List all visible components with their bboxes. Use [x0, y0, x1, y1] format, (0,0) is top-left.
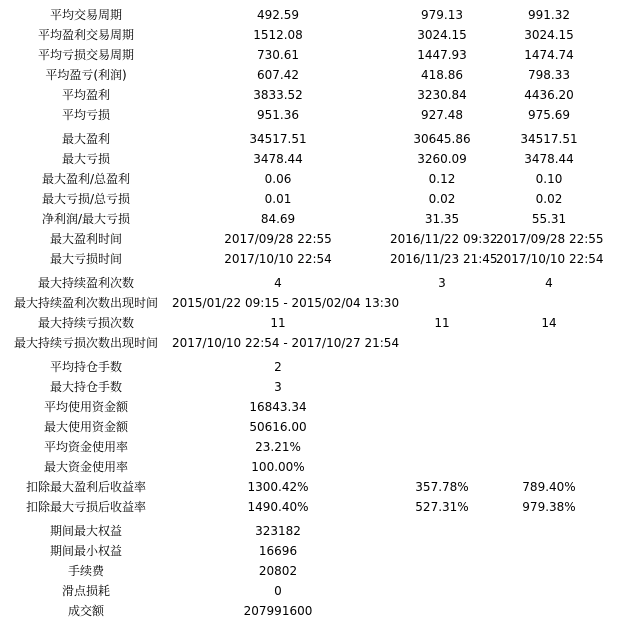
row-label: 平均亏损 — [61, 108, 110, 122]
value-col-1: 11 — [270, 316, 286, 330]
value-col-3: 3024.15 — [524, 28, 574, 42]
row-label: 平均持仓手数 — [49, 360, 122, 374]
value-col-3 — [496, 521, 602, 541]
value-col-3: 979.38% — [522, 500, 576, 514]
table-row — [0, 561, 624, 581]
value-col-3 — [496, 581, 602, 601]
value-col-3: 0.10 — [535, 172, 563, 186]
table-row — [0, 189, 624, 209]
value-col-3: 55.31 — [531, 212, 567, 226]
value-col-1: 3478.44 — [253, 152, 303, 166]
value-col-3 — [496, 417, 602, 437]
table-row — [0, 45, 624, 65]
value-col-2 — [390, 377, 494, 397]
value-col-2: 0.12 — [428, 172, 456, 186]
value-col-3: 3478.44 — [524, 152, 574, 166]
value-col-1: 207991600 — [243, 604, 313, 618]
value-col-2: 3 — [438, 276, 446, 290]
value-col-3 — [496, 457, 602, 477]
value-col-1: 2017/09/28 22:55 — [224, 232, 332, 246]
table-row — [0, 149, 624, 169]
row-label: 最大持续盈利次数出现时间 — [13, 296, 158, 310]
table-row — [0, 581, 624, 601]
value-col-2: 357.78% — [415, 480, 469, 494]
value-col-3: 2017/09/28 22:55 — [496, 232, 604, 246]
row-label: 平均亏损交易周期 — [37, 48, 134, 62]
value-col-1: 323182 — [255, 524, 301, 538]
value-col-1: 1512.08 — [253, 28, 303, 42]
row-label: 平均交易周期 — [49, 8, 122, 22]
value-col-1: 100.00% — [251, 460, 305, 474]
value-col-2: 979.13 — [421, 8, 463, 22]
value-col-2: 11 — [434, 316, 450, 330]
value-col-2: 2016/11/22 09:32 — [390, 232, 498, 246]
value-col-3 — [496, 437, 602, 457]
value-col-1: 0.06 — [264, 172, 292, 186]
value-col-3 — [496, 293, 602, 313]
value-col-3: 798.33 — [528, 68, 570, 82]
table-row — [0, 357, 624, 377]
value-col-2: 927.48 — [421, 108, 463, 122]
value-col-1: 3 — [274, 380, 282, 394]
row-label: 最大亏损/总亏损 — [41, 192, 131, 206]
value-col-1: 0 — [274, 584, 282, 598]
value-col-2 — [390, 333, 494, 353]
value-col-2: 3230.84 — [417, 88, 467, 102]
row-label: 平均盈利 — [61, 88, 110, 102]
row-label: 成交额 — [67, 604, 104, 618]
table-row — [0, 229, 624, 249]
row-label: 最大持续盈利次数 — [37, 276, 134, 290]
value-col-2: 1447.93 — [417, 48, 467, 62]
table-row — [0, 85, 624, 105]
table-row — [0, 497, 624, 517]
row-label: 扣除最大亏损后收益率 — [25, 500, 146, 514]
value-col-3 — [496, 601, 602, 621]
table-row — [0, 457, 624, 477]
table-row — [0, 521, 624, 541]
value-col-2 — [390, 437, 494, 457]
value-col-1: 730.61 — [257, 48, 299, 62]
value-col-3: 4 — [545, 276, 553, 290]
value-col-2: 31.35 — [424, 212, 460, 226]
row-label: 净利润/最大亏损 — [41, 212, 131, 226]
value-col-2 — [390, 581, 494, 601]
table-row — [0, 169, 624, 189]
table-row — [0, 437, 624, 457]
value-col-3: 2017/10/10 22:54 — [496, 252, 604, 266]
value-col-1: 1300.42% — [247, 480, 309, 494]
row-label: 最大持续亏损次数 — [37, 316, 134, 330]
value-col-2: 527.31% — [415, 500, 469, 514]
value-col-1: 34517.51 — [249, 132, 307, 146]
value-col-2: 0.02 — [428, 192, 456, 206]
table-row — [0, 293, 624, 313]
value-col-2 — [390, 397, 494, 417]
row-label: 滑点损耗 — [61, 584, 110, 598]
value-col-3: 0.02 — [535, 192, 563, 206]
value-col-3 — [496, 377, 602, 397]
value-col-1: 0.01 — [264, 192, 292, 206]
value-col-1: 2017/10/10 22:54 — [224, 252, 332, 266]
value-col-1: 20802 — [258, 564, 298, 578]
table-row — [0, 601, 624, 621]
value-col-2 — [390, 457, 494, 477]
value-col-1: 16843.34 — [249, 400, 307, 414]
value-col-2: 3260.09 — [417, 152, 467, 166]
value-col-1: 84.69 — [260, 212, 296, 226]
table-row — [0, 25, 624, 45]
value-col-3: 4436.20 — [524, 88, 574, 102]
value-col-1: 607.42 — [257, 68, 299, 82]
row-label: 手续费 — [67, 564, 104, 578]
table-row — [0, 417, 624, 437]
value-col-3 — [496, 541, 602, 561]
value-col-3: 975.69 — [528, 108, 570, 122]
row-label: 最大持仓手数 — [49, 380, 122, 394]
value-col-3: 1474.74 — [524, 48, 574, 62]
value-col-3 — [496, 561, 602, 581]
table-row — [0, 477, 624, 497]
row-label: 期间最小权益 — [49, 544, 122, 558]
row-label: 最大亏损时间 — [49, 252, 122, 266]
value-col-2 — [390, 561, 494, 581]
value-col-1: 50616.00 — [249, 420, 307, 434]
table-row — [0, 209, 624, 229]
value-col-3: 14 — [541, 316, 557, 330]
row-label: 最大使用资金额 — [43, 420, 128, 434]
table-row — [0, 541, 624, 561]
value-col-1: 3833.52 — [253, 88, 303, 102]
table-row — [0, 129, 624, 149]
value-col-1: 2017/10/10 22:54 - 2017/10/27 21:54 — [172, 336, 400, 350]
value-col-2 — [390, 293, 494, 313]
row-label: 最大盈利/总盈利 — [41, 172, 131, 186]
row-label: 最大盈利 — [61, 132, 110, 146]
value-col-3: 789.40% — [522, 480, 576, 494]
value-col-1: 951.36 — [257, 108, 299, 122]
table-row — [0, 273, 624, 293]
row-label: 平均盈利交易周期 — [37, 28, 134, 42]
value-col-2 — [390, 521, 494, 541]
value-col-2: 30645.86 — [413, 132, 471, 146]
value-col-2 — [390, 417, 494, 437]
value-col-3: 991.32 — [528, 8, 570, 22]
value-col-1: 2015/01/22 09:15 - 2015/02/04 13:30 — [172, 296, 400, 310]
table-row — [0, 313, 624, 333]
value-col-1: 16696 — [258, 544, 298, 558]
table-row — [0, 333, 624, 353]
row-label: 扣除最大盈利后收益率 — [25, 480, 146, 494]
value-col-2: 418.86 — [421, 68, 463, 82]
value-col-2 — [390, 357, 494, 377]
row-label: 平均盈亏(利润) — [45, 68, 127, 82]
table-row — [0, 5, 624, 25]
table-row — [0, 249, 624, 269]
value-col-1: 1490.40% — [247, 500, 309, 514]
row-label: 最大持续亏损次数出现时间 — [13, 336, 158, 350]
value-col-1: 23.21% — [255, 440, 301, 454]
table-row — [0, 397, 624, 417]
value-col-2 — [390, 601, 494, 621]
value-col-3 — [496, 357, 602, 377]
row-label: 最大盈利时间 — [49, 232, 122, 246]
value-col-1: 2 — [274, 360, 282, 374]
value-col-3 — [496, 397, 602, 417]
table-row — [0, 105, 624, 125]
value-col-2: 2016/11/23 21:45 — [390, 252, 498, 266]
value-col-2 — [390, 541, 494, 561]
value-col-1: 492.59 — [257, 8, 299, 22]
table-row — [0, 65, 624, 85]
row-label: 最大资金使用率 — [43, 460, 128, 474]
value-col-3 — [496, 333, 602, 353]
row-label: 最大亏损 — [61, 152, 110, 166]
value-col-2: 3024.15 — [417, 28, 467, 42]
value-col-1: 4 — [274, 276, 282, 290]
row-label: 平均资金使用率 — [43, 440, 128, 454]
row-label: 期间最大权益 — [49, 524, 122, 538]
value-col-3: 34517.51 — [520, 132, 578, 146]
row-label: 平均使用资金额 — [43, 400, 128, 414]
table-row — [0, 377, 624, 397]
